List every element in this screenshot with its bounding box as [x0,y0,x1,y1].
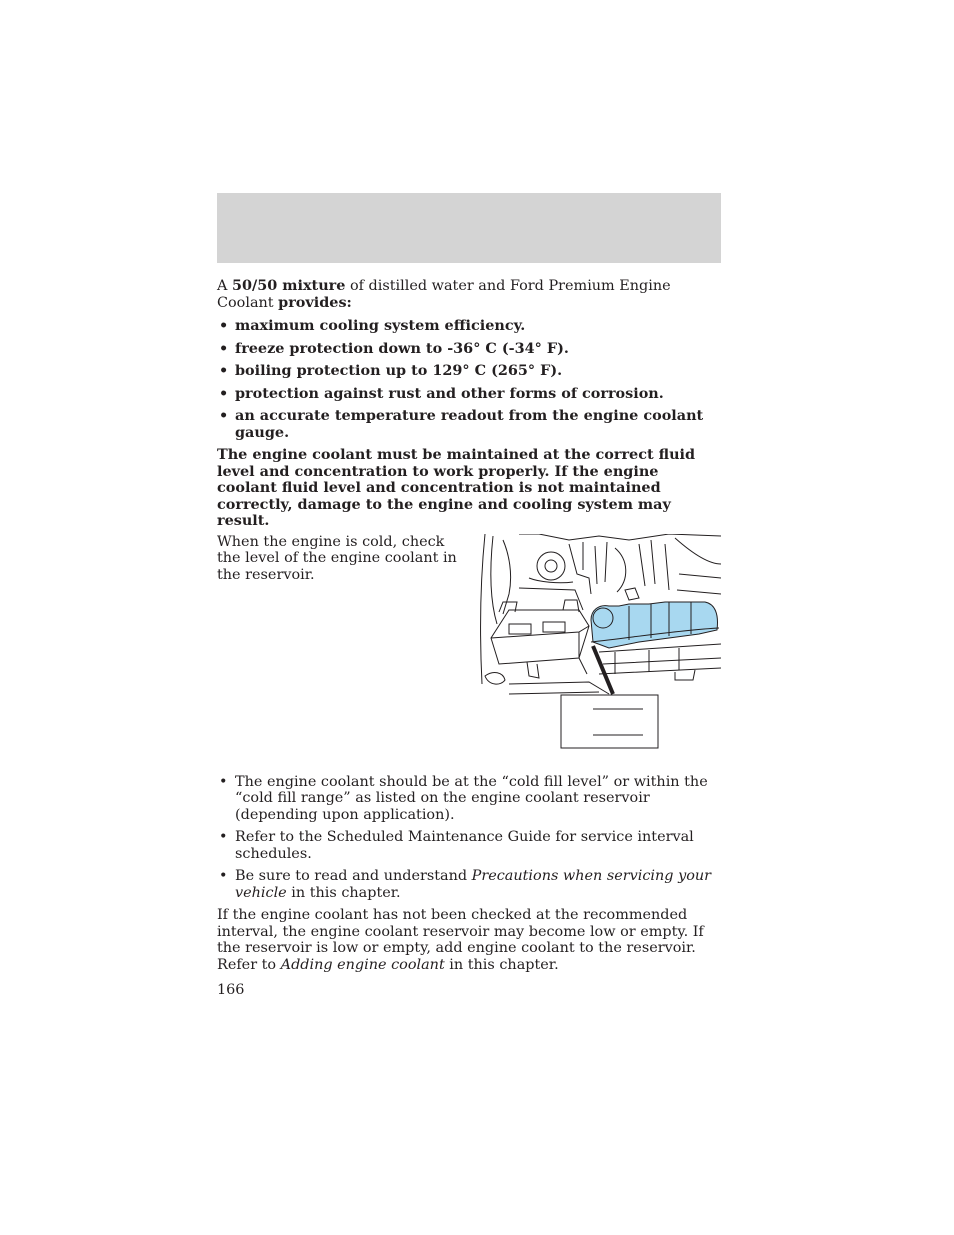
list-item: • protection against rust and other forms of corrosion. [219,384,664,402]
list-item: • maximum cooling system efficiency. [219,317,526,334]
bullet-icon: • [219,829,228,845]
intro-paragraph: A 50/50 mixture of distilled water and Ford Premium Engine Coolant provides: [217,277,671,311]
tips-list [217,774,721,902]
bullet-icon: • [219,317,229,334]
bullet-icon: • [219,384,229,402]
closing-paragraph: If the engine coolant has not been checked at the recommended interval, the engine coolant reservoir may become low or empty. If the reservoir is low or empty, add engine coolant to the reservoir. Refer to Adding engine coolant in this chapter. [217,907,704,973]
provides-term: provides: [278,293,352,311]
figure-caption: When the engine is cold, check the level of the engine coolant in the reservoir. [217,533,457,583]
engine-coolant-reservoir-illustration [479,534,721,752]
list-item: • Refer to the Scheduled Maintenance Guide for service interval schedules. [219,829,694,862]
bullet-icon: • [219,362,229,379]
adding-coolant-reference: Adding engine coolant [280,956,445,973]
bullet-icon: • [219,407,229,424]
bullet-icon: • [219,868,228,884]
list-item: • Be sure to read and understand Precautions when servicing your vehicle in this chapter. [219,868,712,901]
section-header-band [217,193,721,263]
precautions-reference: Precautions when servicing your vehicle [235,868,712,901]
callout-box [561,695,658,748]
list-item: • boiling protection up to 129° C (265° F). [219,362,563,379]
list-item: • freeze protection down to -36° C (-34° F). [219,339,569,357]
bullet-icon: • [219,339,229,357]
bullet-icon: • [219,773,228,790]
list-item: • The engine coolant should be at the “cold fill level” or within the “cold fill range” as listed on the engine coolant reservoir (depending upon application). [219,773,708,823]
benefits-list [217,318,721,441]
mixture-term: 50/50 mixture [231,277,346,294]
figure-row [217,534,721,774]
page-content [217,278,721,973]
page-number: 166 [217,982,245,998]
warning-paragraph: The engine coolant must be maintained at the correct fluid level and concentration to work properly. If the engine coolant fluid level and concentration is not maintained correctly, damage to the engine and cooling system may result. [217,446,696,529]
list-item: • an accurate temperature readout from the engine coolant gauge. [219,407,704,441]
